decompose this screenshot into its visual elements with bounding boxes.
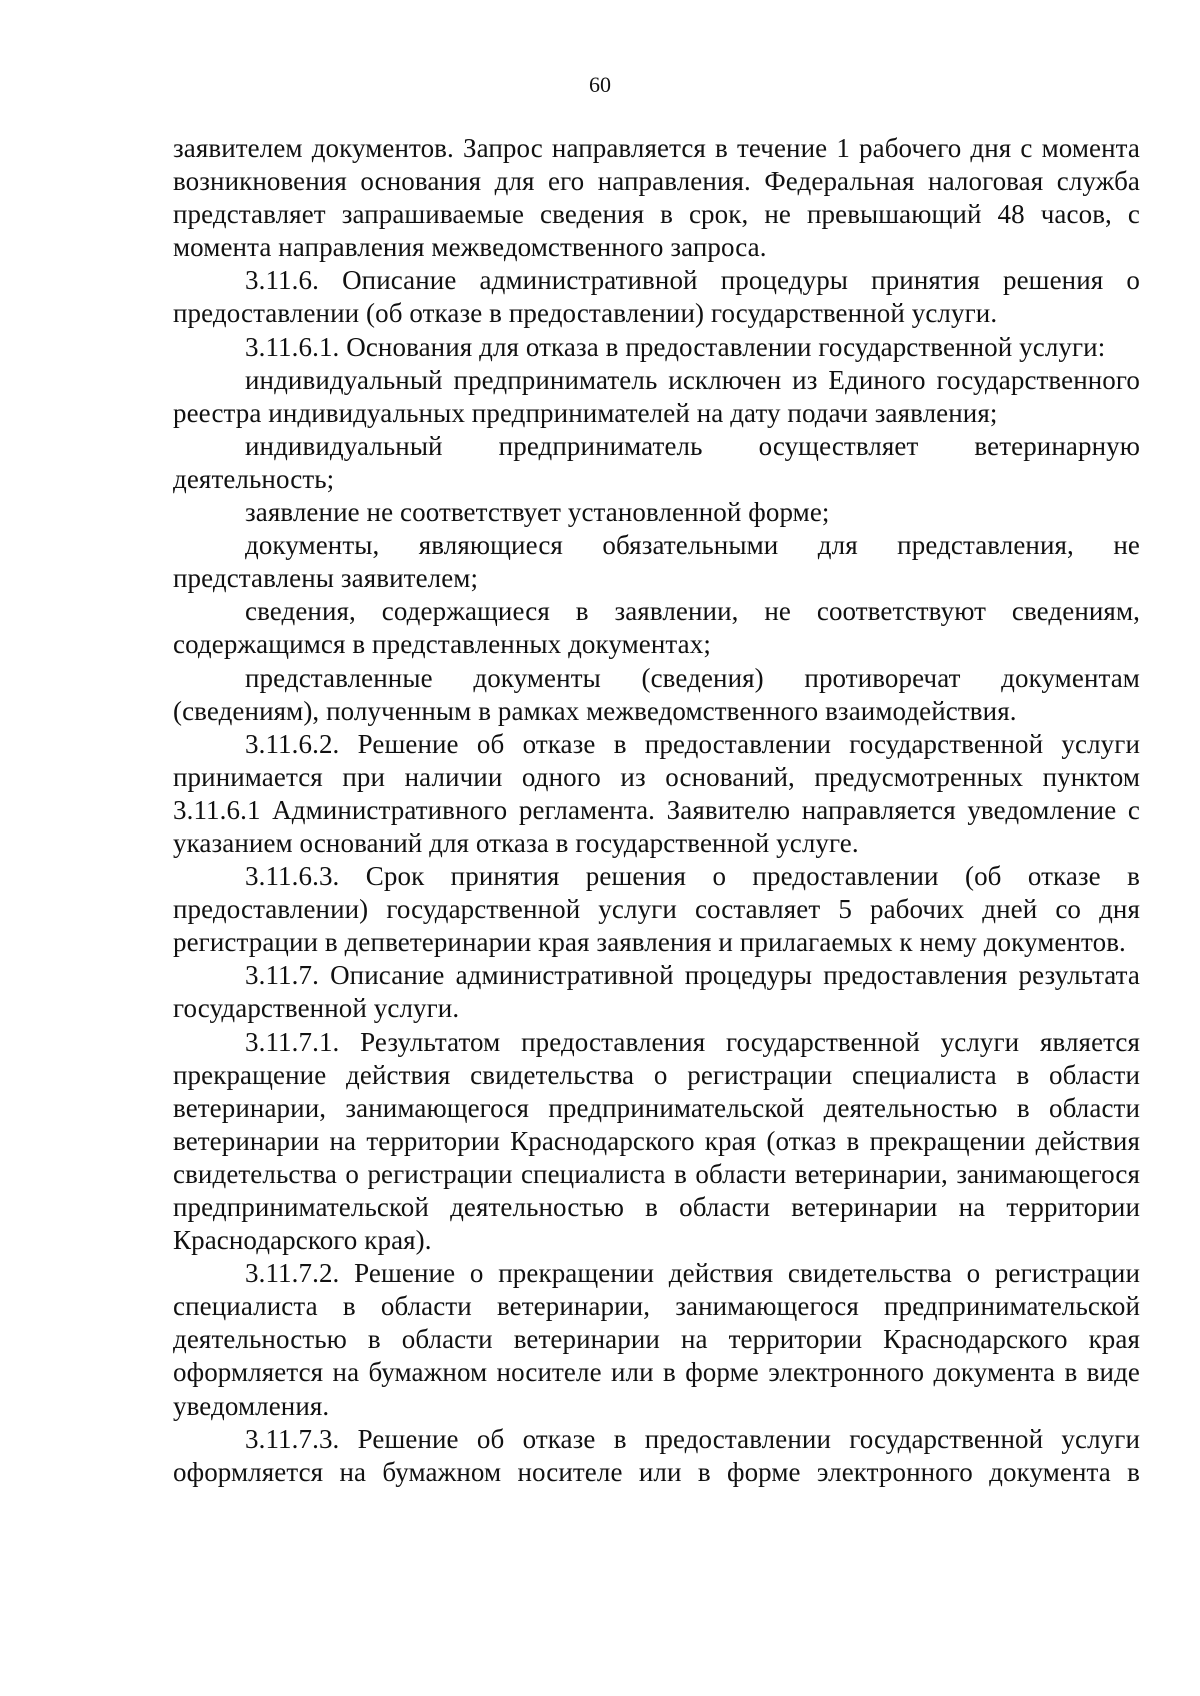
- paragraph-request-continuation: заявителем документов. Запрос направляется в течение 1 рабочего дня с момента возникновения основания для его направления. Федеральная налоговая служба представляет запрашиваемые сведения в срок, не превышающий 48 часов, с момента направления межведомственного запроса.: [173, 133, 1140, 263]
- paragraph-refusal-ground-form: заявление не соответствует установленной форме;: [245, 497, 830, 528]
- paragraph-3-11-6-1: 3.11.6.1. Основания для отказа в предоставлении государственной услуги:: [245, 331, 1106, 362]
- paragraph-refusal-ground-mismatch: сведения, содержащиеся в заявлении, не соответствуют сведениям, содержащимся в представленных документах;: [173, 596, 1140, 660]
- document-body: [173, 132, 1140, 1489]
- paragraph-3-11-7-3: 3.11.7.3. Решение об отказе в предоставлении государственной услуги оформляется на бумажном носителе или в форме электронного документа в: [173, 1423, 1140, 1487]
- paragraph-3-11-7-1: 3.11.7.1. Результатом предоставления государственной услуги является прекращение действия свидетельства о регистрации специалиста в области ветеринарии, занимающегося предпринимательской деятельностью в области ветеринарии на территории Краснодарского края (отказ в прекращении действия свидетельства о регистрации специалиста в области ветеринарии, занимающегося предпринимательской деятельностью в области ветеринарии на территории Краснодарского края).: [173, 1026, 1140, 1256]
- page-number: 60: [589, 72, 611, 97]
- paragraph-refusal-ground-activity: индивидуальный предприниматель осуществляет ветеринарную деятельность;: [173, 430, 1140, 494]
- paragraph-refusal-ground-excluded: индивидуальный предприниматель исключен из Единого государственного реестра индивидуальных предпринимателей на дату подачи заявления;: [173, 364, 1140, 428]
- paragraph-3-11-6-2: 3.11.6.2. Решение об отказе в предоставлении государственной услуги принимается при наличии одного из оснований, предусмотренных пунктом 3.11.6.1 Административного регламента. Заявителю направляется уведомление с указанием оснований для отказа в государственной услуге.: [173, 728, 1140, 858]
- paragraph-refusal-ground-contradiction: представленные документы (сведения) противоречат документам (сведениям), полученным в рамках межведомственного взаимодействия.: [173, 662, 1140, 726]
- paragraph-3-11-7: 3.11.7. Описание административной процедуры предоставления результата государственной услуги.: [173, 960, 1140, 1024]
- paragraph-3-11-6-3: 3.11.6.3. Срок принятия решения о предоставлении (об отказе в предоставлении) государственной услуги составляет 5 рабочих дней со дня регистрации в депветеринарии края заявления и прилагаемых к нему документов.: [173, 861, 1140, 958]
- paragraph-3-11-7-2: 3.11.7.2. Решение о прекращении действия свидетельства о регистрации специалиста в области ветеринарии, занимающегося предпринимательской деятельностью в области ветеринарии на территории Краснодарского края оформляется на бумажном носителе или в форме электронного документа в виде уведомления.: [173, 1258, 1140, 1421]
- paragraph-refusal-ground-documents: документы, являющиеся обязательными для представления, не представлены заявителем;: [173, 530, 1140, 594]
- paragraph-3-11-6: 3.11.6. Описание административной процедуры принятия решения о предоставлении (об отказе в предоставлении) государственной услуги.: [173, 265, 1140, 329]
